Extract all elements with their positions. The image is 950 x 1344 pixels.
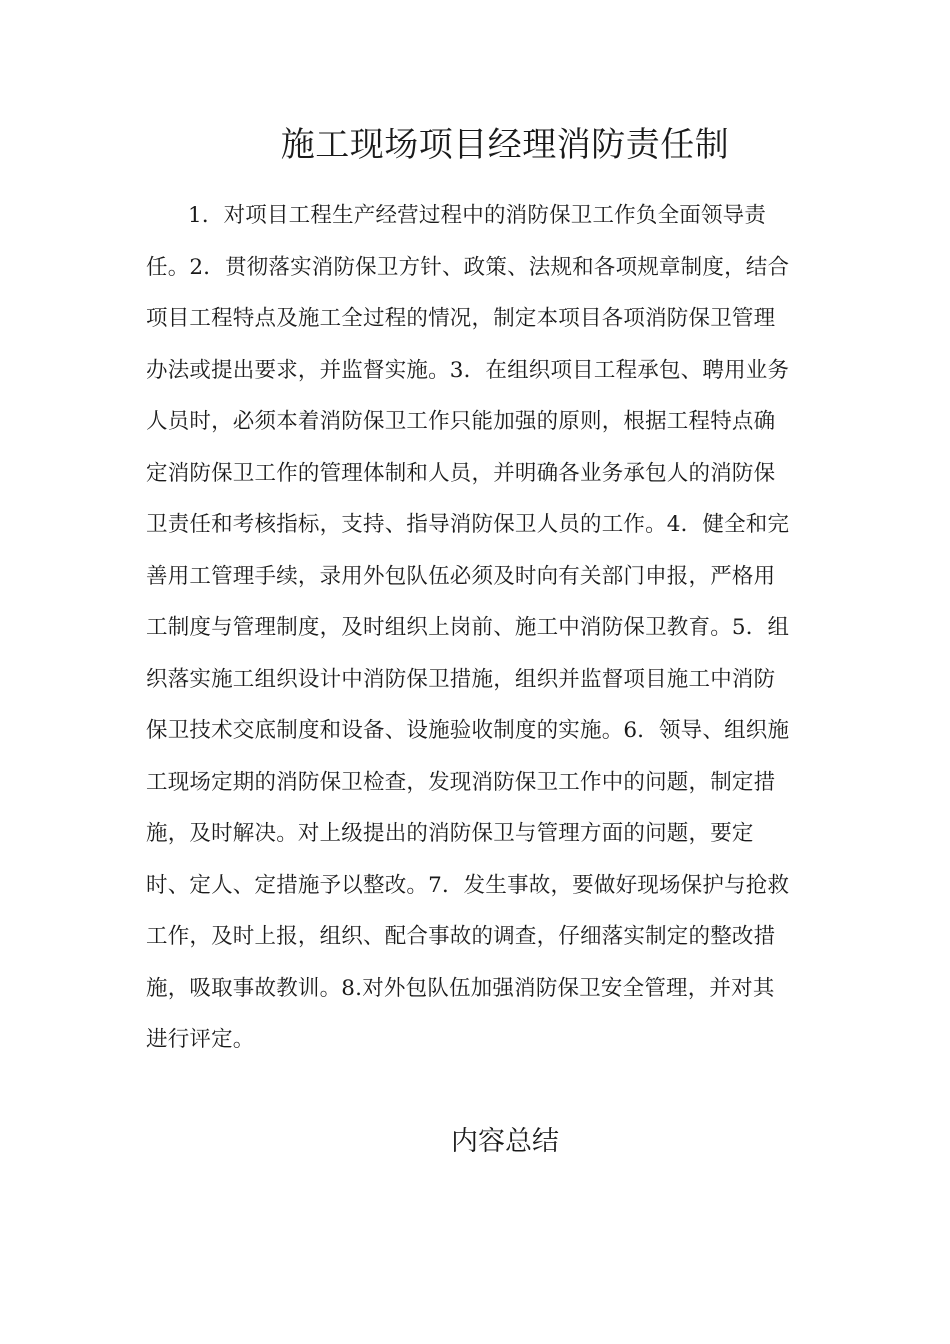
body-line: 施，吸取事故教训。8.对外包队伍加强消防保卫安全管理，并对其 <box>146 975 775 1001</box>
body-line: 工制度与管理制度，及时组织上岗前、施工中消防保卫教育。5．组 <box>146 615 790 640</box>
summary-heading: 内容总结 <box>451 1126 559 1157</box>
body-line: 卫责任和考核指标，支持、指导消防保卫人员的工作。4．健全和完 <box>146 512 790 537</box>
document-body <box>146 200 806 1076</box>
body-line: 定消防保卫工作的管理体制和人员，并明确各业务承包人的消防保 <box>146 460 776 486</box>
body-line: 施，及时解决。对上级提出的消防保卫与管理方面的问题，要定 <box>146 821 754 846</box>
body-line: 进行评定。 <box>146 1027 255 1052</box>
body-line: 工现场定期的消防保卫检查，发现消防保卫工作中的问题，制定措 <box>146 769 776 795</box>
body-line: 织落实施工组织设计中消防保卫措施，组织并监督项目施工中消防 <box>146 666 776 692</box>
body-line: 工作，及时上报，组织、配合事故的调查，仔细落实制定的整改措 <box>146 924 776 949</box>
document-title: 施工现场项目经理消防责任制 <box>280 125 730 165</box>
body-line: 任。2．贯彻落实消防保卫方针、政策、法规和各项规章制度，结合 <box>146 254 790 280</box>
body-line: 保卫技术交底制度和设备、设施验收制度的实施。6．领导、组织施 <box>146 718 790 743</box>
body-line: 项目工程特点及施工全过程的情况，制定本项目各项消防保卫管理 <box>146 306 776 331</box>
body-line: 人员时，必须本着消防保卫工作只能加强的原则，根据工程特点确 <box>146 409 776 434</box>
body-line: 1．对项目工程生产经营过程中的消防保卫工作负全面领导责 <box>188 203 767 228</box>
body-line: 时、定人、定措施予以整改。7．发生事故，要做好现场保护与抢救 <box>146 872 790 898</box>
body-line: 善用工管理手续，录用外包队伍必须及时向有关部门申报，严格用 <box>146 563 776 589</box>
body-line: 办法或提出要求，并监督实施。3．在组织项目工程承包、聘用业务 <box>146 357 790 383</box>
